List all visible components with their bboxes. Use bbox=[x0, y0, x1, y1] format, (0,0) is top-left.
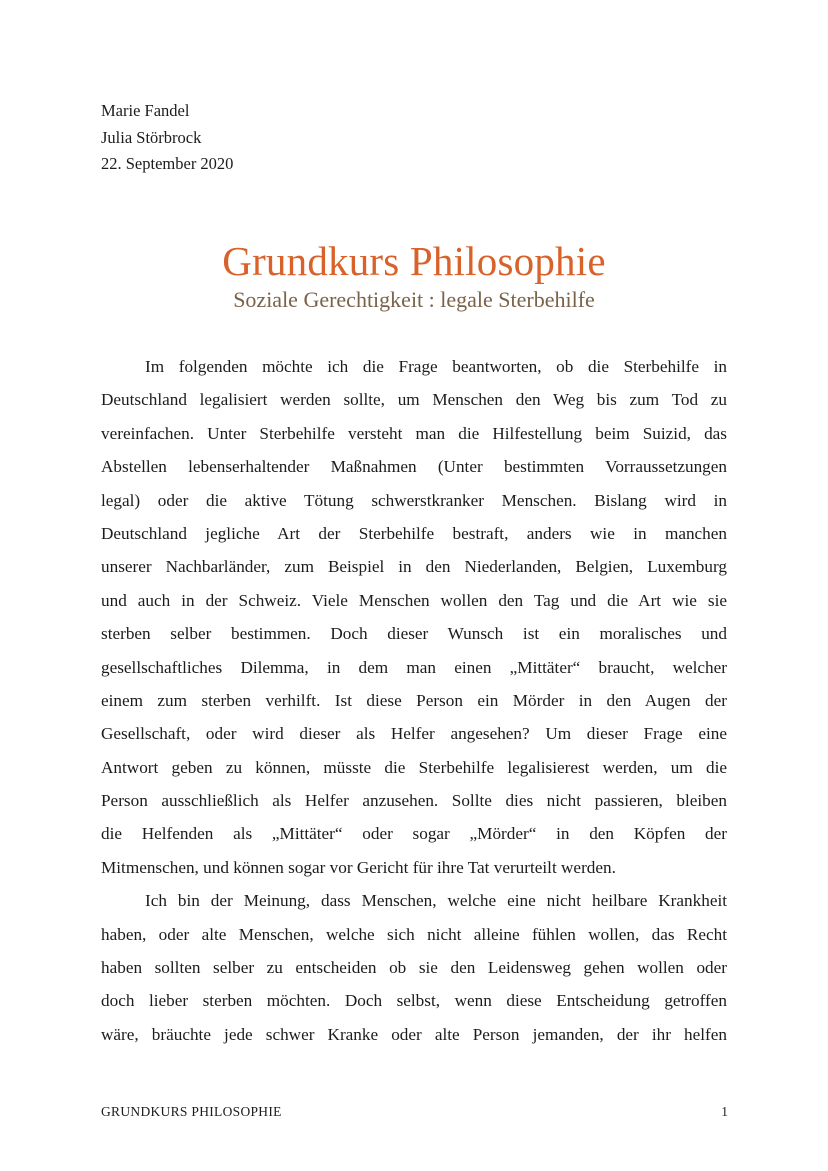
author-name: Marie Fandel bbox=[101, 101, 190, 120]
paragraph-line: Abstellen lebenserhaltender Maßnahmen (Unter bestimmten Vorraussetzungen bbox=[101, 457, 727, 477]
paragraph-line: vereinfachen. Unter Sterbehilfe versteht man die Hilfestellung beim Suizid, das bbox=[101, 423, 727, 443]
author-name: Julia Störbrock bbox=[101, 127, 202, 147]
running-footer-title: GRUNDKURS PHILOSOPHIE bbox=[101, 1104, 282, 1119]
paragraph-line: Person ausschließlich als Helfer anzusehen. Sollte dies nicht passieren, bleiben bbox=[101, 791, 727, 811]
body-text bbox=[101, 350, 727, 1051]
paragraph-line: sterben selber bestimmen. Doch dieser Wunsch ist ein moralisches und bbox=[101, 624, 727, 644]
paragraph-line: gesellschaftliches Dilemma, in dem man einen „Mittäter“ braucht, welcher bbox=[101, 657, 727, 677]
page-number: 1 bbox=[721, 1104, 728, 1119]
author-block bbox=[101, 98, 233, 178]
paragraph-line: doch lieber sterben möchten. Doch selbst, wenn diese Entscheidung getroffen bbox=[101, 991, 727, 1011]
paragraph-line: wäre, bräuchte jede schwer Kranke oder alte Person jemanden, der ihr helfen bbox=[101, 1024, 727, 1044]
paragraph-line: Antwort geben zu können, müsste die Sterbehilfe legalisierest werden, um die bbox=[101, 757, 727, 777]
paragraph-line: die Helfenden als „Mittäter“ oder sogar „Mörder“ in den Köpfen der bbox=[101, 824, 727, 844]
document-title: Grundkurs Philosophie bbox=[222, 238, 606, 284]
paragraph-line: Im folgenden möchte ich die Frage beantworten, ob die Sterbehilfe in bbox=[145, 357, 727, 376]
paragraph-line: unserer Nachbarländer, zum Beispiel in den Niederlanden, Belgien, Luxemburg bbox=[101, 557, 727, 577]
paragraph-line: legal) oder die aktive Tötung schwerstkranker Menschen. Bislang wird in bbox=[101, 490, 727, 510]
document-subtitle: Soziale Gerechtigkeit : legale Sterbehilfe bbox=[233, 287, 595, 312]
document-date: 22. September 2020 bbox=[101, 154, 234, 173]
paragraph-line: einem zum sterben verhilft. Ist diese Person ein Mörder in den Augen der bbox=[101, 690, 727, 710]
paragraph-line: Mitmenschen, und können sogar vor Gericht für ihre Tat verurteilt werden. bbox=[101, 857, 616, 877]
paragraph-line: Ich bin der Meinung, dass Menschen, welche eine nicht heilbare Krankheit bbox=[145, 891, 727, 911]
paragraph-line: Deutschland legalisiert werden sollte, um Menschen den Weg bis zum Tod zu bbox=[101, 390, 727, 410]
paragraph-line: haben, oder alte Menschen, welche sich nicht alleine fühlen wollen, das Recht bbox=[101, 924, 727, 944]
paragraph-line: Deutschland jegliche Art der Sterbehilfe bestraft, anders wie in manchen bbox=[101, 523, 727, 543]
paragraph-line: Gesellschaft, oder wird dieser als Helfer angesehen? Um dieser Frage eine bbox=[101, 724, 727, 744]
paragraph-line: haben sollten selber zu entscheiden ob sie den Leidensweg gehen wollen oder bbox=[101, 958, 727, 978]
paragraph-line: und auch in der Schweiz. Viele Menschen wollen den Tag und die Art wie sie bbox=[101, 590, 727, 610]
